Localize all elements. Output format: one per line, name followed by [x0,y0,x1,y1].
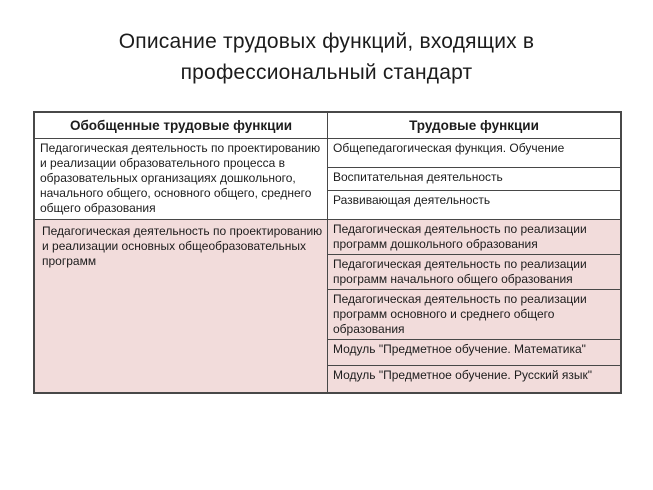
table-row [34,219,621,254]
function-cell: Педагогическая деятельность по реализации программ основного и среднего общего образования [328,289,622,339]
function-cell: Педагогическая деятельность по реализации программ начального общего образования [328,254,622,289]
slide-title [0,26,653,88]
slide-title-line-2: профессиональный стандарт [180,61,473,84]
function-cell: Модуль "Предметное обучение. Русский язык" [328,365,622,393]
table-header-row [34,112,621,138]
slide-title-line-1: Описание трудовых функций, входящих в [118,30,535,53]
function-cell: Модуль "Предметное обучение. Математика" [328,339,622,365]
header-functions: Трудовые функции [328,112,622,138]
function-cell: Развивающая деятельность [328,190,622,219]
header-generalized-functions: Обобщенные трудовые функции [34,112,328,138]
function-cell: Общепедагогическая функция. Обучение [328,138,622,167]
generalized-function-group-1: Педагогическая деятельность по проектированию и реализации образовательного процесса в образовательных организациях дошкольного, начального общего, основного общего, среднего общего образования [34,138,328,219]
work-functions-table [33,111,622,394]
generalized-function-group-2: Педагогическая деятельность по проектированию и реализации основных общеобразовательных программ [34,219,328,393]
function-cell: Воспитательная деятельность [328,167,622,190]
table-row [34,138,621,167]
function-cell: Педагогическая деятельность по реализации программ дошкольного образования [328,219,622,254]
